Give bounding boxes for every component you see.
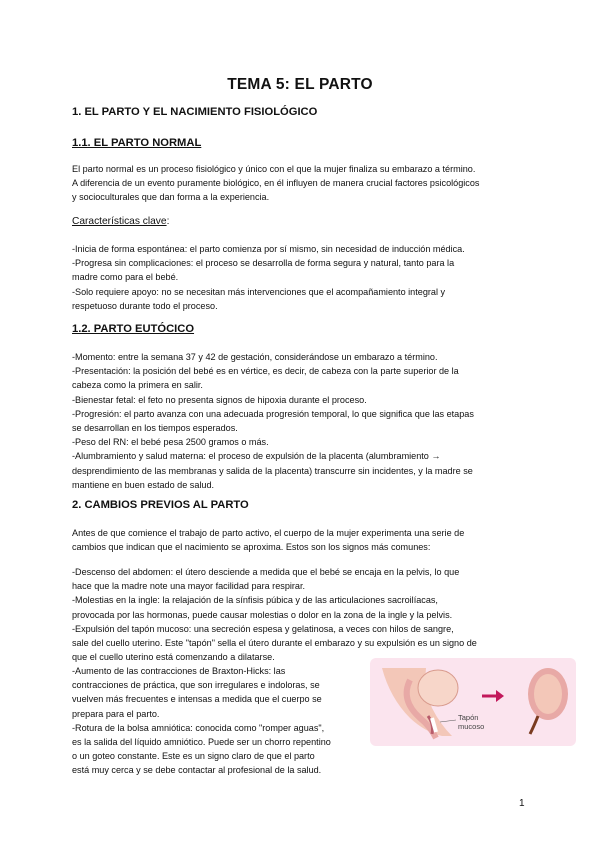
label-line: mucoso: [458, 722, 485, 731]
paragraph-cambios-intro: [72, 526, 532, 554]
list-line: -Aumento de las contracciones de Braxton-Hicks: las: [72, 666, 286, 676]
subsection-1-2-heading: 1.2. PARTO EUTÓCICO: [72, 323, 195, 335]
text-line: El parto normal es un proceso fisiológico y único con el que la mujer finaliza su embarazo a término.: [72, 164, 476, 174]
list-line: -Expulsión del tapón mucoso: una secreción espesa y gelatinosa, a veces con hilos de sangre,: [72, 623, 454, 634]
list-line: que el cuello uterino está comenzando a dilatarse.: [72, 652, 275, 663]
text-line: cambios que indican que el nacimiento se aproxima. Estos son los signos más comunes:: [72, 542, 431, 553]
list-line: -Momento: entre la semana 37 y 42 de gestación, considerándose un embarazo a término.: [72, 352, 438, 362]
page-title: TEMA 5: EL PARTO: [227, 76, 373, 93]
list-line: madre como para el bebé.: [72, 272, 179, 283]
list-line: -Bienestar fetal: el feto no presenta signos de hipoxia durante el proceso.: [72, 394, 367, 405]
section-2-heading: 2. CAMBIOS PREVIOS AL PARTO: [72, 499, 249, 511]
arrow-right-icon: [496, 690, 504, 702]
list-line: -Alumbramiento y salud materna: el proceso de expulsión de la placenta (alumbramiento →: [72, 451, 441, 462]
list-line: contracciones de práctica, que son irregulares e indoloras, se: [72, 680, 320, 691]
subsection-1-1-heading: 1.1. EL PARTO NORMAL: [72, 137, 202, 149]
parto-eutocico-list: [72, 350, 532, 492]
list-line: hace que la madre note una mayor facilidad para respirar.: [72, 581, 306, 592]
label-line: Tapón: [458, 713, 479, 722]
list-line: -Rotura de la bolsa amniótica: conocida como "romper aguas",: [72, 722, 325, 733]
list-line: -Solo requiere apoyo: no se necesitan más intervenciones que el acompañamiento integral y: [72, 286, 446, 297]
label-pointer: [440, 720, 456, 722]
cambios-list-narrow: [72, 664, 357, 778]
list-line: vuelven más frecuentes e intensas a medida que el cuerpo se: [72, 694, 322, 705]
text-line: A diferencia de un evento puramente biológico, en él influyen de manera crucial factores psicológicos: [72, 178, 480, 189]
list-line: -Inicia de forma espontánea: el parto comienza por sí mismo, sin necesidad de inducción médica.: [72, 244, 465, 254]
cambios-list: [72, 565, 532, 664]
paragraph-parto-normal: [72, 162, 532, 205]
list-line: prepara para el parto.: [72, 708, 160, 719]
list-line: -Presentación: la posición del bebé es en vértice, es decir, de cabeza con la parte superior de la: [72, 366, 459, 377]
page-number: 1: [519, 798, 525, 809]
fetal-head: [418, 670, 458, 706]
birth-canal: [530, 716, 538, 734]
list-line: -Progresa sin complicaciones: el proceso se desarrolla de forma segura y natural, tanto para la: [72, 258, 455, 269]
list-line: está muy cerca y se debe contactar al profesional de la salud.: [72, 765, 322, 776]
list-line: sale del cuello uterino. Este "tapón" sella el útero durante el embarazo y su expulsión es un signo de: [72, 638, 477, 649]
tapon-mucoso-illustration: [370, 658, 576, 746]
list-line: se desarrollan en los tiempos esperados.: [72, 423, 238, 434]
text-line: Antes de que comience el trabajo de parto activo, el cuerpo de la mujer experimenta una serie de: [72, 528, 465, 538]
section-1-heading: 1. EL PARTO Y EL NACIMIENTO FISIOLÓGICO: [72, 106, 318, 118]
fetus: [534, 674, 562, 714]
list-line: -Molestias en la ingle: la relajación de la sínfisis púbica y de las articulaciones sacroilíacas,: [72, 595, 438, 606]
key-features-list: [72, 242, 532, 313]
list-line: o un goteo constante. Este es un signo claro de que el parto: [72, 751, 315, 762]
list-line: -Progresión: el parto avanza con una adecuada progresión temporal, lo que significa que las etapas: [72, 408, 474, 419]
key-features-text: Características clave: [72, 216, 167, 227]
key-features-label: [72, 216, 169, 227]
list-line: desprendimiento de las membranas y salida de la placenta) transcurre sin incidentes, y la madre se: [72, 465, 473, 476]
list-line: cabeza como la primera en salir.: [72, 380, 203, 391]
list-line: provocada por las hormonas, puede causar molestias o dolor en la zona de la ingle y la pelvis.: [72, 609, 453, 620]
text-line: y socioculturales que dan forma a la experiencia.: [72, 192, 270, 203]
illustration-graphic: [370, 658, 576, 746]
list-line: -Peso del RN: el bebé pesa 2500 gramos o más.: [72, 437, 269, 448]
list-line: -Descenso del abdomen: el útero desciende a medida que el bebé se encaja en la pelvis, lo que: [72, 567, 460, 577]
key-features-colon: :: [166, 216, 170, 227]
tapon-mucoso-label: [458, 713, 484, 731]
list-line: respetuoso durante todo el proceso.: [72, 300, 218, 311]
list-line: es la salida del líquido amniótico. Puede ser un chorro repentino: [72, 737, 331, 748]
list-line: mantiene en buen estado de salud.: [72, 479, 215, 490]
